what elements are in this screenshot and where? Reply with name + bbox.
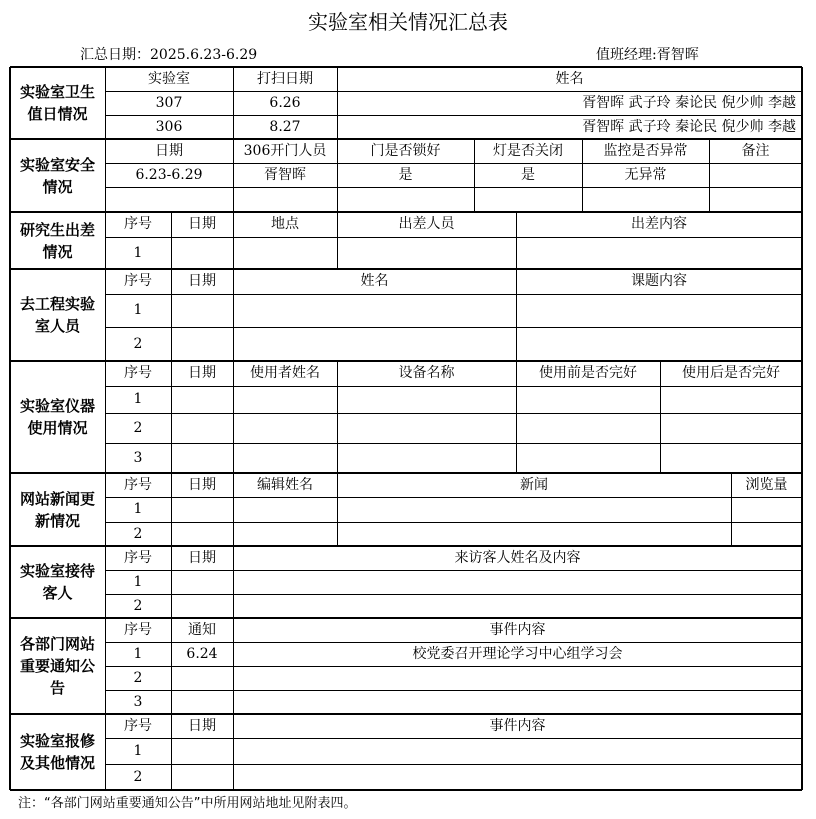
header-cell: 新闻 <box>520 476 548 493</box>
summary-date: 汇总日期：2025.6.23-6.29 <box>80 47 258 63</box>
table-cell <box>233 690 802 714</box>
header-cell: 序号 <box>124 476 152 493</box>
table-cell <box>660 413 802 443</box>
header-cell: 编辑姓名 <box>257 476 313 493</box>
table-cell: 1 <box>133 501 143 518</box>
table-cell <box>337 522 731 546</box>
table-cell <box>171 294 233 327</box>
table-cell <box>233 594 802 618</box>
header-cell: 监控是否异常 <box>603 142 688 159</box>
table-cell <box>171 327 233 361</box>
table-cell <box>171 522 233 546</box>
section-label-text: 网站新闻更新情况 <box>19 489 95 530</box>
table-cell <box>105 187 233 212</box>
table-cell <box>337 413 516 443</box>
table-cell <box>337 497 731 522</box>
header-cell: 使用后是否完好 <box>682 365 780 382</box>
header-cell: 实验室 <box>148 70 190 87</box>
table-cell <box>516 294 802 327</box>
table-cell <box>709 163 802 187</box>
table-cell <box>233 522 337 546</box>
table-cell <box>337 187 474 212</box>
header-cell: 地点 <box>271 216 299 233</box>
section-label-engineering <box>10 269 105 361</box>
table-cell <box>233 738 802 764</box>
table-cell: 2 <box>133 525 143 542</box>
section-label-notices <box>10 618 105 714</box>
header-cell: 出差内容 <box>631 216 687 233</box>
table-cell <box>171 237 233 269</box>
table-cell <box>516 237 802 269</box>
table-cell <box>337 237 516 269</box>
table-cell <box>660 386 802 413</box>
header-cell: 事件内容 <box>489 621 546 638</box>
table-cell: 1 <box>133 573 143 590</box>
header-cell: 序号 <box>124 717 152 734</box>
table-cell <box>233 327 516 361</box>
section-label-text: 实验室仪器使用情况 <box>19 397 95 437</box>
table-cell: 307 <box>155 94 183 111</box>
table-cell <box>171 386 233 413</box>
section-label-text: 实验室卫生值日情况 <box>19 83 95 123</box>
section-label-text: 实验室安全情况 <box>19 155 95 196</box>
header-cell: 序号 <box>124 273 152 290</box>
table-cell: 胥智晖 <box>264 166 306 183</box>
section-label-safety <box>10 139 105 212</box>
table-cell <box>171 443 233 473</box>
section-label-instruments <box>10 361 105 473</box>
table-cell: 2 <box>133 419 143 436</box>
section-label-trips <box>10 212 105 269</box>
table-cell <box>233 386 337 413</box>
section-label-news <box>10 473 105 546</box>
section-label-repairs <box>10 714 105 790</box>
section-label-text: 实验室接待客人 <box>19 562 95 602</box>
table-cell <box>731 522 802 546</box>
header-cell: 设备名称 <box>398 365 455 382</box>
table-cell: 2 <box>133 669 143 686</box>
table-cell <box>516 327 802 361</box>
table-cell <box>171 666 233 690</box>
table-cell <box>171 413 233 443</box>
table-cell <box>582 187 709 212</box>
header-cell: 出差人员 <box>398 216 455 233</box>
table-cell <box>233 413 337 443</box>
section-label-visitors <box>10 546 105 618</box>
header-cell: 日期 <box>188 549 216 566</box>
table-cell <box>233 294 516 327</box>
table-cell: 2 <box>133 597 143 614</box>
header-cell: 灯是否关闭 <box>493 142 563 159</box>
table-cell <box>233 666 802 690</box>
header-cell: 使用者姓名 <box>250 365 320 382</box>
table-cell <box>171 764 233 790</box>
section-label-text: 各部门网站重要通知公告 <box>19 635 95 697</box>
header-cell: 日期 <box>188 273 216 290</box>
header-cell: 序号 <box>124 216 152 233</box>
header-cell: 日期 <box>188 717 216 734</box>
header-cell: 姓名 <box>555 70 584 87</box>
table-cell <box>474 187 582 212</box>
header-cell: 日期 <box>188 476 216 493</box>
header-cell: 事件内容 <box>489 717 546 734</box>
duty-manager: 值班经理:胥智晖 <box>596 47 699 63</box>
header-cell: 浏览量 <box>745 476 788 493</box>
table-cell <box>660 443 802 473</box>
table-cell <box>171 738 233 764</box>
document-title: 实验室相关情况汇总表 <box>308 10 508 34</box>
table-cell: 无异常 <box>624 166 667 183</box>
table-cell <box>233 764 802 790</box>
table-cell <box>709 187 802 212</box>
table-cell <box>171 690 233 714</box>
table-cell <box>171 497 233 522</box>
header-cell: 打扫日期 <box>257 70 313 87</box>
table-cell: 306 <box>155 118 183 135</box>
summary-table <box>10 67 802 790</box>
header-cell: 备注 <box>741 142 770 159</box>
table-cell: 8.27 <box>269 118 301 135</box>
table-cell: 3 <box>133 449 143 466</box>
header-cell: 来访客人姓名及内容 <box>454 549 581 566</box>
table-cell <box>233 497 337 522</box>
header-cell: 序号 <box>124 365 152 382</box>
table-cell <box>731 497 802 522</box>
table-cell: 是 <box>521 166 535 183</box>
table-cell: 1 <box>133 391 143 408</box>
header-cell: 课题内容 <box>631 273 687 290</box>
table-cell <box>516 443 660 473</box>
table-cell: 1 <box>133 742 143 759</box>
section-label-text: 实验室报修及其他情况 <box>19 732 95 772</box>
table-cell <box>516 386 660 413</box>
table-cell: 3 <box>133 693 143 710</box>
table-cell <box>233 237 337 269</box>
table-cell: 6.24 <box>186 645 218 662</box>
section-label-text: 去工程实验室人员 <box>19 295 95 335</box>
table-cell: 1 <box>133 244 143 261</box>
table-cell <box>516 413 660 443</box>
header-cell: 日期 <box>188 216 216 233</box>
header-cell: 序号 <box>124 549 152 566</box>
table-cell <box>337 443 516 473</box>
table-cell <box>233 187 337 212</box>
table-cell: 6.23-6.29 <box>135 166 203 183</box>
table-cell: 胥智晖 武子玲 秦论民 倪少帅 李越 <box>582 118 796 135</box>
table-cell: 6.26 <box>269 94 301 111</box>
table-cell <box>233 570 802 594</box>
header-cell: 序号 <box>124 621 152 638</box>
header-cell: 日期 <box>188 365 216 382</box>
table-cell: 校党委召开理论学习中心组学习会 <box>412 645 623 662</box>
table-cell: 2 <box>133 335 143 352</box>
header-cell: 姓名 <box>360 273 389 290</box>
footnote: 注：“各部门网站重要通知公告”中所用网站地址见附表四。 <box>18 796 357 811</box>
table-cell: 是 <box>398 166 413 183</box>
section-label-hygiene <box>10 67 105 139</box>
header-cell: 日期 <box>155 142 183 159</box>
table-cell: 1 <box>133 645 143 662</box>
header-cell: 306开门人员 <box>243 142 327 159</box>
table-cell <box>171 594 233 618</box>
table-cell: 胥智晖 武子玲 秦论民 倪少帅 李越 <box>582 94 796 111</box>
table-cell <box>171 570 233 594</box>
header-cell: 门是否锁好 <box>370 142 441 159</box>
section-label-text: 研究生出差情况 <box>19 220 95 261</box>
table-cell: 2 <box>133 768 143 785</box>
table-cell: 1 <box>133 302 143 319</box>
header-cell: 使用前是否完好 <box>539 365 637 382</box>
table-cell <box>337 386 516 413</box>
header-cell: 通知 <box>188 621 216 638</box>
table-cell <box>233 443 337 473</box>
